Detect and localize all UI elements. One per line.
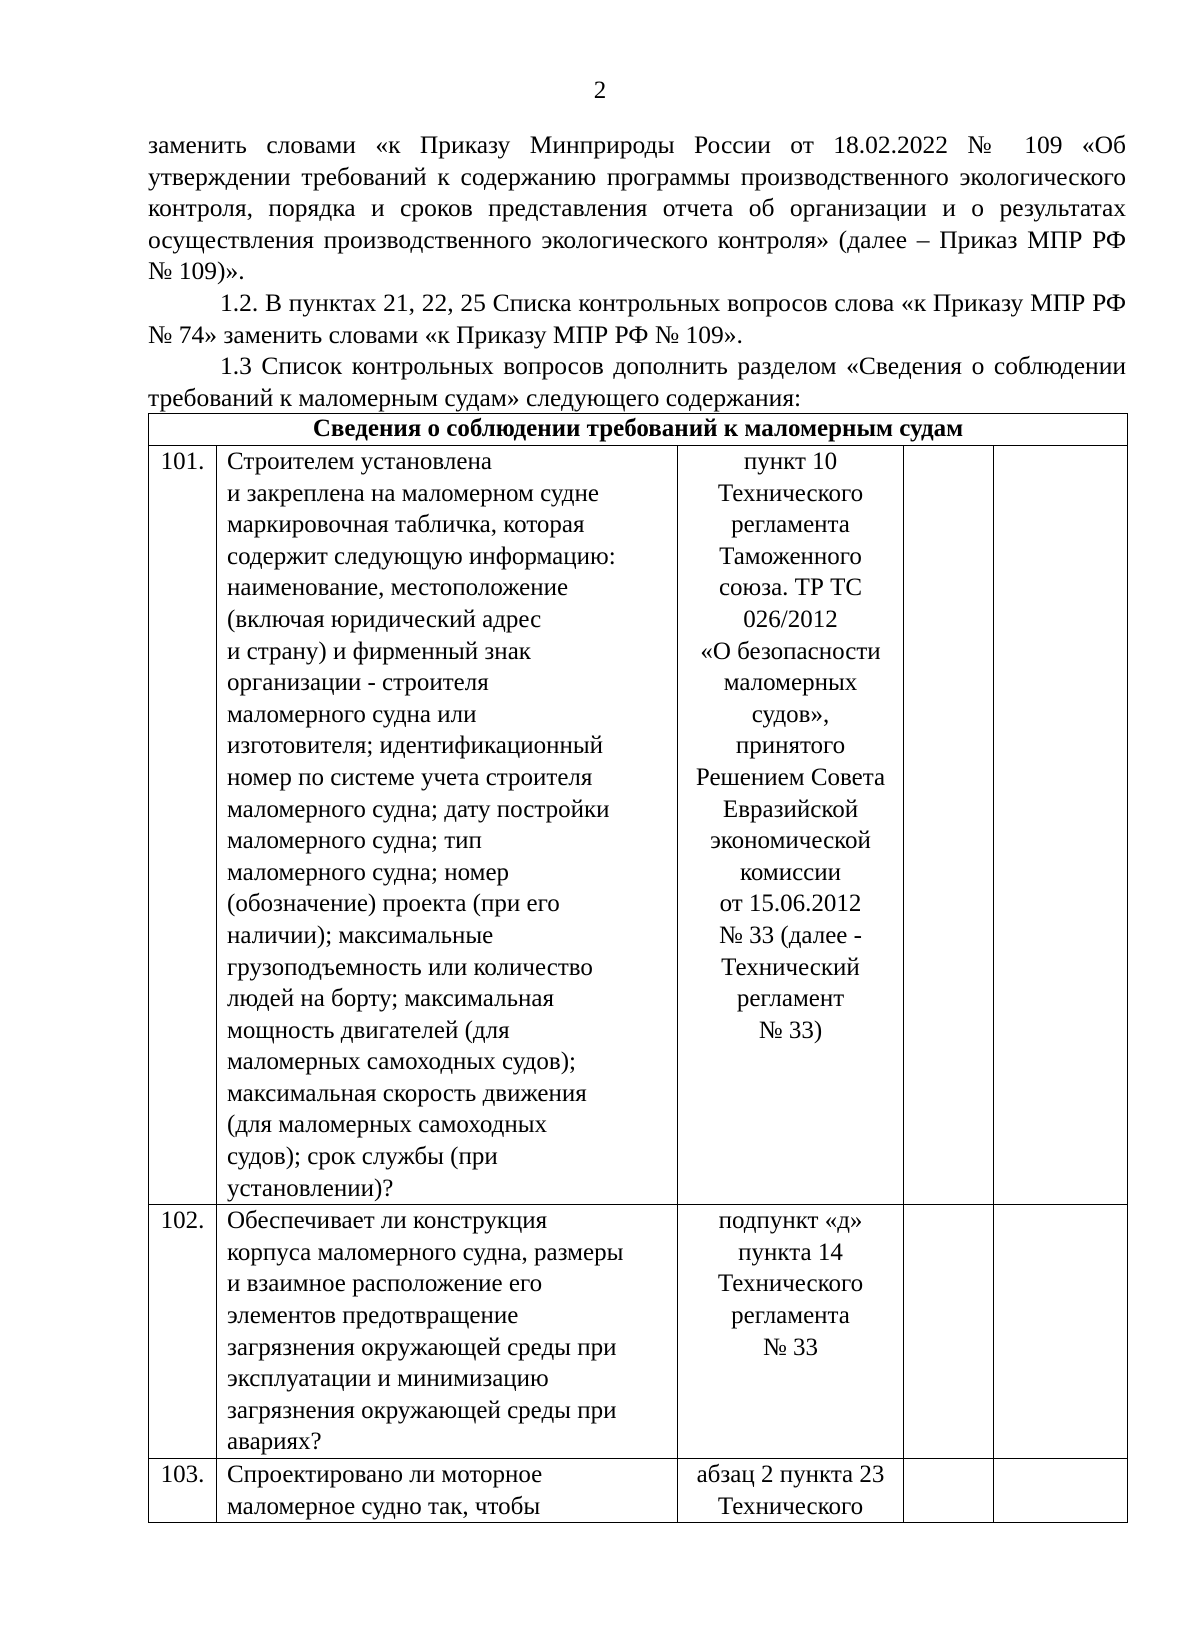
question-line: и закреплена на маломерном судне	[227, 479, 599, 507]
question-line: маломерного судна; дату постройки	[227, 795, 610, 823]
paragraph-line: об организации и о результатах осуществления производственного	[148, 193, 1127, 254]
question-line: людей на борту; максимальная	[227, 985, 554, 1013]
empty-cell	[994, 1459, 1128, 1523]
question-cell	[217, 1459, 678, 1523]
question-line: Обеспечивает ли конструкция	[227, 1207, 548, 1235]
reference-line: экономической	[710, 827, 871, 855]
question-line: изготовителя; идентификационный	[227, 732, 604, 760]
question-line: маломерного судна; номер	[227, 858, 510, 886]
question-line: (для маломерных самоходных	[227, 1111, 547, 1139]
paragraph-line: «Об утверждении требований к содержанию программы производственного	[148, 130, 1127, 191]
section-title: Сведения о соблюдении требований к маломерным судам	[149, 414, 1128, 446]
reference-line: № 33	[762, 1333, 819, 1361]
paragraph-line: заменить словами «к Приказу Минприроды России от 18.02.2022 № 109	[148, 130, 1063, 159]
reference-line: Технический	[721, 953, 860, 981]
question-line: судов); срок службы (при	[227, 1143, 498, 1171]
section-header-row	[149, 414, 1128, 446]
question-line: маломерного судна или	[227, 700, 477, 728]
question-line: загрязнения окружающей среды при	[227, 1396, 617, 1424]
reference-line: Таможенного	[719, 542, 862, 570]
empty-cell	[904, 1205, 994, 1459]
reference-cell	[678, 446, 904, 1205]
reference-line: Технического	[717, 1270, 864, 1298]
question-line: Спроектировано ли моторное	[227, 1461, 543, 1488]
page-number: 2	[593, 77, 607, 104]
empty-cell	[994, 1205, 1128, 1459]
paragraph-replacement-text	[148, 129, 1126, 287]
question-line: номер по системе учета строителя	[227, 763, 593, 791]
reference-line: подпункт «д»	[718, 1207, 863, 1235]
empty-cell	[904, 446, 994, 1205]
paragraph-line: МПР РФ № 74» заменить словами «к Приказу МПР РФ № 109».	[148, 287, 1127, 349]
row-number: 103.	[149, 1459, 217, 1523]
reference-line: абзац 2 пункта 23	[696, 1461, 885, 1488]
question-line: маломерное судно так, чтобы	[227, 1492, 541, 1520]
reference-line: пункта 14	[738, 1238, 843, 1266]
question-line: корпуса маломерного судна, размеры	[227, 1238, 624, 1266]
question-line: загрязнения окружающей среды при	[227, 1333, 617, 1361]
question-line: маломерных самоходных судов);	[227, 1048, 576, 1076]
question-line: эксплуатации и минимизацию	[227, 1365, 549, 1393]
checklist-table	[148, 413, 1128, 1523]
paragraph-item-1-3	[148, 350, 1126, 413]
question-line: (включая юридический адрес	[227, 605, 542, 633]
paragraph-line: экологического контроля» (далее – Приказ МПР РФ № 109)».	[148, 224, 1127, 286]
reference-line: Технического	[717, 479, 864, 507]
row-number: 102.	[149, 1205, 217, 1459]
question-line: грузоподъемность или количество	[227, 953, 593, 981]
reference-line: № 33)	[758, 1016, 823, 1044]
empty-cell	[994, 446, 1128, 1205]
question-line: установлении)?	[227, 1174, 394, 1202]
question-line: маркировочная табличка, которая	[227, 511, 585, 539]
table-row	[149, 1459, 1128, 1523]
question-cell	[217, 1205, 678, 1459]
question-line: организации - строителя	[227, 669, 489, 697]
reference-line: Технического	[717, 1492, 864, 1520]
reference-line: Евразийской	[722, 795, 859, 823]
paragraph-line: о соблюдении требований к маломерным судам» следующего содержания:	[148, 351, 1126, 412]
paragraph-line: 1.2. В пунктах 21, 22, 25 Списка контрольных вопросов слова «к Приказу	[220, 287, 1024, 317]
question-line: мощность двигателей (для	[227, 1016, 510, 1044]
paragraph-line: экологического контроля, порядка и сроков представления отчета	[148, 161, 1126, 223]
question-line: авариях?	[227, 1428, 322, 1456]
reference-cell	[678, 1205, 904, 1459]
reference-line: союза. ТР ТС	[718, 574, 863, 602]
reference-line: регламент	[736, 985, 845, 1013]
reference-line: пункт 10	[743, 448, 838, 475]
reference-cell	[678, 1459, 904, 1523]
table-row	[149, 446, 1128, 1205]
question-line: максимальная скорость движения	[227, 1079, 587, 1107]
question-line: (обозначение) проекта (при его	[227, 890, 560, 918]
question-line: Строителем установлена	[227, 448, 492, 475]
reference-line: регламента	[731, 511, 850, 539]
table-row	[149, 1205, 1128, 1459]
reference-line: принятого	[735, 732, 846, 760]
reference-line: «О безопасности	[700, 637, 881, 665]
reference-line: от 15.06.2012	[719, 890, 862, 918]
question-line: элементов предотвращение	[227, 1302, 519, 1330]
paragraph-item-1-2	[148, 287, 1126, 350]
reference-line: регламента	[731, 1302, 850, 1330]
question-line: и страну) и фирменный знак	[227, 637, 531, 665]
question-line: наличии); максимальные	[227, 921, 494, 949]
empty-cell	[904, 1459, 994, 1523]
reference-line: комиссии	[739, 858, 842, 886]
reference-line: Решением Совета	[695, 763, 886, 791]
paragraph-line: 1.3 Список контрольных вопросов дополнить разделом «Сведения	[220, 351, 963, 381]
reference-line: судов»,	[751, 700, 830, 728]
question-line: наименование, местоположение	[227, 574, 569, 602]
reference-line: 026/2012	[743, 605, 838, 633]
question-cell	[217, 446, 678, 1205]
reference-line: № 33 (далее -	[719, 921, 862, 949]
question-line: маломерного судна; тип	[227, 827, 482, 855]
reference-line: маломерных	[723, 669, 858, 697]
row-number: 101.	[149, 446, 217, 1205]
body-text	[148, 129, 1126, 413]
question-line: содержит следующую информацию:	[227, 542, 616, 570]
question-line: и взаимное расположение его	[227, 1270, 543, 1298]
